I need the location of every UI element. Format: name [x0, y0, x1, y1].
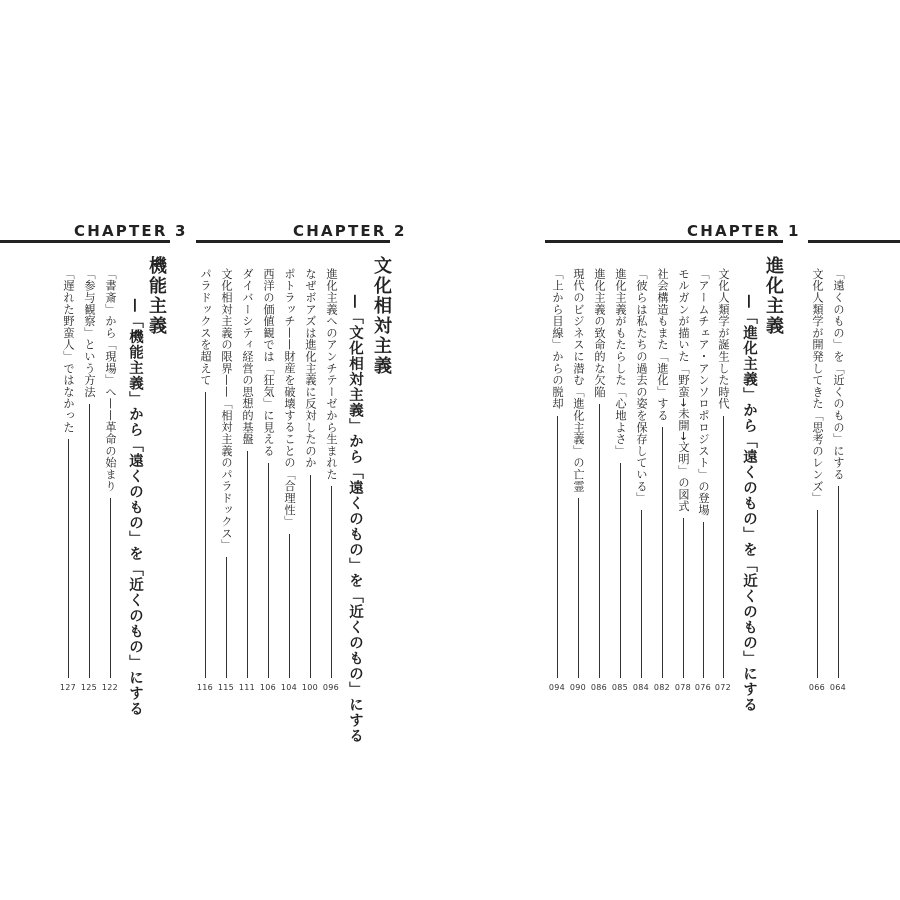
page-number: 084 — [632, 683, 650, 692]
toc-entry[interactable] — [60, 268, 76, 678]
intro-rule — [808, 240, 900, 243]
chapter-3-label: CHAPTER 3 — [74, 222, 188, 240]
toc-entry[interactable] — [302, 268, 318, 678]
toc-entry-text: パラドックスを超えて — [199, 268, 212, 386]
page-number: 085 — [611, 683, 629, 692]
toc-entry[interactable] — [591, 268, 607, 678]
leader-line — [247, 451, 248, 678]
toc-entry[interactable] — [695, 268, 711, 678]
page-number: 111 — [238, 683, 256, 692]
toc-entry-text: 文化相対主義の限界——「相対主義のパラドックス」 — [220, 268, 233, 552]
chapter-1-subtitle: —「進化主義」から「遠くのもの」を「近くのもの」にする — [741, 294, 757, 713]
chapter-3-rule — [0, 240, 170, 243]
toc-entry-text: 西洋の価値観では「狂気」に見える — [262, 268, 275, 457]
toc-entry[interactable] — [570, 268, 586, 678]
toc-entry[interactable] — [654, 268, 670, 678]
toc-entry[interactable] — [715, 268, 731, 678]
toc-entry-text: なぜボアズは進化主義に反対したのか — [304, 268, 317, 469]
page-number: 064 — [829, 683, 847, 692]
toc-entry-text: モルガンが描いた「野蛮→未開→文明」の図式 — [677, 268, 690, 513]
page-number: 100 — [301, 683, 319, 692]
chapter-2-rule — [196, 240, 390, 243]
leader-line — [68, 439, 69, 678]
toc-entry[interactable] — [675, 268, 691, 678]
leader-line — [641, 510, 642, 678]
leader-line — [89, 404, 90, 678]
leader-line — [723, 416, 724, 678]
chapter-2-subtitle: —「文化相対主義」から「遠くのもの」を「近くのもの」にする — [347, 294, 363, 744]
toc-entry[interactable] — [102, 268, 118, 678]
leader-line — [226, 557, 227, 678]
leader-line — [557, 416, 558, 678]
page-number: 090 — [569, 683, 587, 692]
leader-line — [578, 498, 579, 678]
toc-entry-text: 現代のビジネスに潜む「進化主義」の亡霊 — [572, 268, 585, 493]
toc-entry-text: 社会構造もまた「進化」する — [656, 268, 669, 422]
chapter-1-title: 進化主義 — [763, 256, 784, 336]
toc-entry[interactable] — [809, 268, 825, 678]
leader-line — [838, 486, 839, 678]
chapter-1-label: CHAPTER 1 — [687, 222, 801, 240]
toc-entry[interactable] — [81, 268, 97, 678]
leader-line — [310, 475, 311, 678]
page-number: 122 — [101, 683, 119, 692]
leader-line — [662, 427, 663, 678]
page-number: 076 — [694, 683, 712, 692]
page-number: 086 — [590, 683, 608, 692]
page-number: 104 — [280, 683, 298, 692]
toc-entry-text: 「遠くのもの」を「近くのもの」にする — [832, 268, 845, 481]
leader-line — [205, 392, 206, 678]
chapter-3-subtitle: —「機能主義」から「遠くのもの」を「近くのもの」にする — [127, 298, 143, 717]
leader-line — [289, 534, 290, 678]
toc-entry[interactable] — [323, 268, 339, 678]
toc-entry-text: 「書斎」から「現場」へ——革命の始まり — [104, 268, 117, 493]
chapter-3-title: 機能主義 — [146, 256, 167, 336]
leader-line — [703, 522, 704, 678]
toc-entry[interactable] — [549, 268, 565, 678]
toc-entry-text: ポトラッチ——財産を破壊することの「合理性」 — [283, 268, 296, 528]
leader-line — [331, 486, 332, 678]
page-number: 116 — [196, 683, 214, 692]
page-number: 127 — [59, 683, 77, 692]
leader-line — [683, 518, 684, 678]
toc-entry[interactable] — [633, 268, 649, 678]
toc-entry-text: 「遅れた野蛮人」ではなかった — [62, 268, 75, 434]
leader-line — [268, 463, 269, 678]
toc-entry-text: 「上から目線」からの脱却 — [551, 268, 564, 410]
toc-entry-text: 「彼らは私たちの過去の姿を保存している」 — [635, 268, 648, 504]
toc-entry-text: 「参与観察」という方法 — [83, 268, 96, 398]
toc-entry[interactable] — [197, 268, 213, 678]
toc-entry[interactable] — [830, 268, 846, 678]
page-number: 125 — [80, 683, 98, 692]
toc-entry-text: 進化主義へのアンチテーゼから生まれた — [325, 268, 338, 481]
leader-line — [110, 498, 111, 678]
page-number: 082 — [653, 683, 671, 692]
toc-entry[interactable] — [612, 268, 628, 678]
chapter-2-label: CHAPTER 2 — [293, 222, 407, 240]
page-number: 078 — [674, 683, 692, 692]
toc-entry[interactable] — [260, 268, 276, 678]
page-number: 072 — [714, 683, 732, 692]
toc-entry[interactable] — [281, 268, 297, 678]
toc-entry[interactable] — [218, 268, 234, 678]
page-number: 066 — [808, 683, 826, 692]
toc-entry-text: 進化主義の致命的な欠陥 — [593, 268, 606, 398]
page-number: 096 — [322, 683, 340, 692]
toc-entry[interactable] — [239, 268, 255, 678]
chapter-1-rule — [545, 240, 783, 243]
toc-entry-text: 文化人類学が開発してきた「思考のレンズ」 — [811, 268, 824, 504]
page-number: 094 — [548, 683, 566, 692]
chapter-2-title: 文化相対主義 — [371, 256, 392, 376]
page-number: 106 — [259, 683, 277, 692]
toc-entry-text: ダイバーシティ経営の思想的基盤 — [241, 268, 254, 445]
leader-line — [599, 404, 600, 678]
toc-entry-text: 進化主義がもたらした「心地よさ」 — [614, 268, 627, 457]
toc-entry-text: 「アームチェア・アンソロポロジスト」の登場 — [697, 268, 710, 516]
leader-line — [620, 463, 621, 678]
toc-entry-text: 文化人類学が誕生した時代 — [717, 268, 730, 410]
page-number: 115 — [217, 683, 235, 692]
leader-line — [817, 510, 818, 678]
